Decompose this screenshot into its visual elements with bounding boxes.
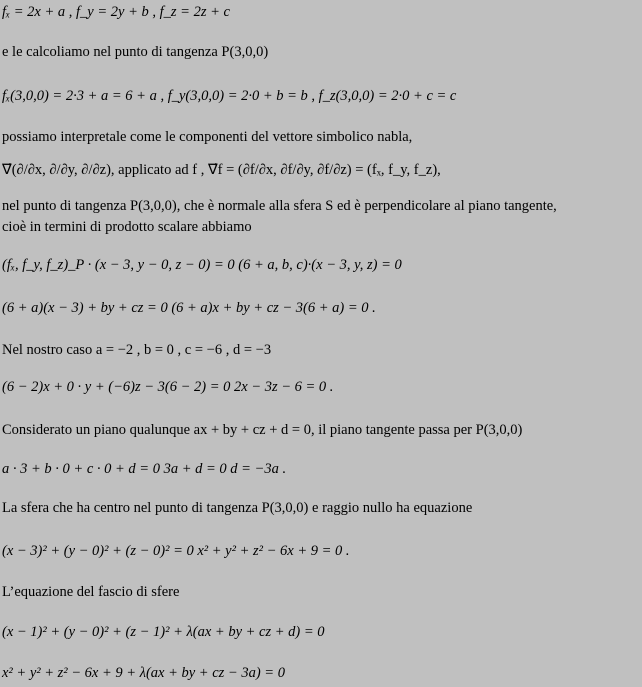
gradient-formula-line: ∇⃗(∂/∂x, ∂/∂y, ∂/∂z), applicato ad f , ∇⃗f = (∂f/∂x, ∂f/∂y, ∂f/∂z) = (fₓ, f_y, f_z), — [2, 162, 441, 178]
plane-substitution-line: (6 − 2)x + 0 · y + (−6)z − 3(6 − 2) = 0 2x − 3z − 6 = 0 . — [2, 379, 334, 395]
partials-at-point-line: fₓ(3,0,0) = 2·3 + a = 6 + a , f_y(3,0,0) = 2·0 + b = b , f_z(3,0,0) = 2·0 + c = c — [2, 88, 457, 104]
generic-plane-line: Considerato un piano qualunque ax + by + cz + d = 0, il piano tangente passa per P(3,0,0) — [2, 422, 523, 438]
coefficients-line: Nel nostro caso a = −2 , b = 0 , c = −6 , d = −3 — [2, 342, 272, 358]
scalar-product-intro-line: cioè in termini di prodotto scalare abbiamo — [2, 219, 252, 235]
nabla-intro-line: possiamo interpretale come le componenti del vettore simbolico nabla, — [2, 129, 413, 145]
tangent-plane-equation-line: (6 + a)(x − 3) + by + cz = 0 (6 + a)x + by + cz − 3(6 + a) = 0 . — [2, 300, 376, 316]
null-sphere-equation-line: (x − 3)² + (y − 0)² + (z − 0)² = 0 x² + y² + z² − 6x + 9 = 0 . — [2, 543, 350, 559]
tangent-point-intro-line: e le calcoliamo nel punto di tangenza P(3,0,0) — [2, 44, 269, 60]
sphere-pencil-expanded-line: x² + y² + z² − 6x + 9 + λ(ax + by + cz − 3a) = 0 — [2, 665, 285, 681]
sphere-pencil-intro-line: L’equazione del fascio di sfere — [2, 584, 180, 600]
scalar-product-equation-line: (fₓ, f_y, f_z)_P · (x − 3, y − 0, z − 0) = 0 (6 + a, b, c)·(x − 3, y, z) = 0 — [2, 257, 402, 273]
null-sphere-intro-line: La sfera che ha centro nel punto di tangenza P(3,0,0) e raggio nullo ha equazione — [2, 500, 473, 516]
partial-derivatives-line: fₓ = 2x + a , f_y = 2y + b , f_z = 2z + c — [2, 4, 230, 20]
plane-through-point-line: a · 3 + b · 0 + c · 0 + d = 0 3a + d = 0 d = −3a . — [2, 461, 287, 477]
sphere-pencil-equation-line: (x − 1)² + (y − 0)² + (z − 1)² + λ(ax + by + cz + d) = 0 — [2, 624, 325, 640]
normal-vector-line: nel punto di tangenza P(3,0,0), che è normale alla sfera S ed è perpendicolare al piano tangente, — [2, 198, 557, 214]
